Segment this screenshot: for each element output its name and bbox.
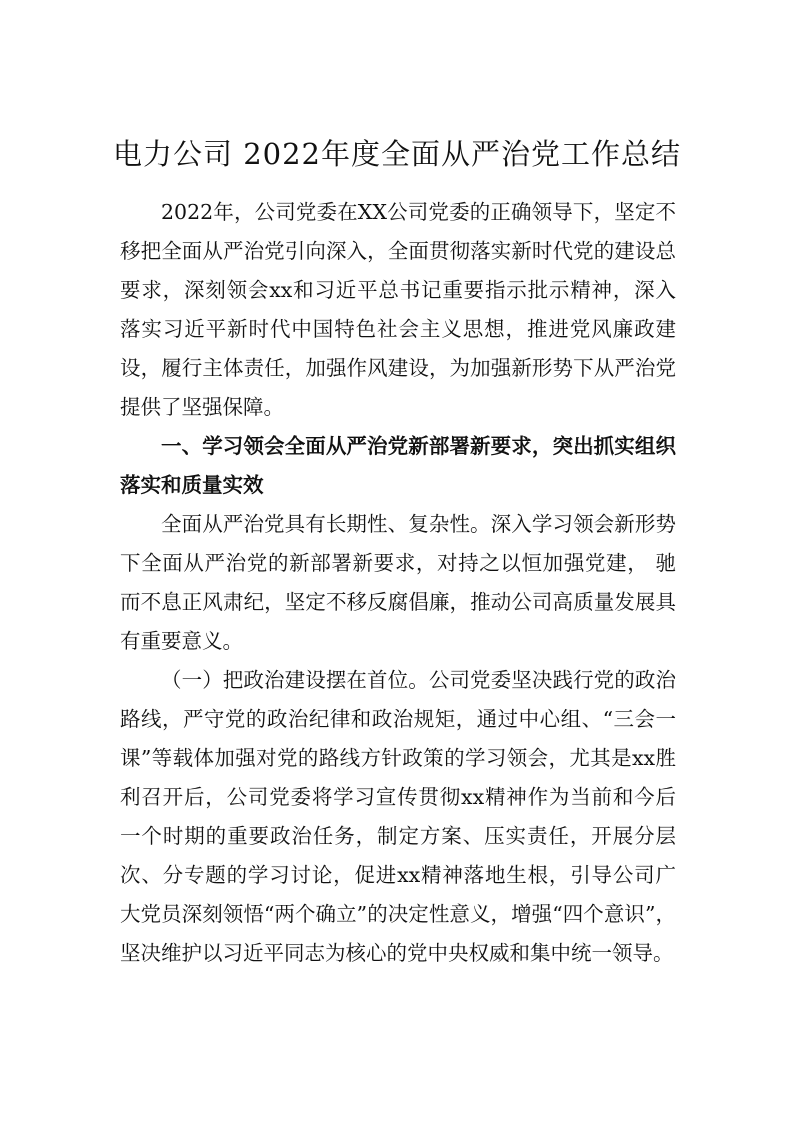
section-heading-1: 一、学习领会全面从严治党新部署新要求，突出抓实组织落实和质量实效 [120,434,676,497]
section-1-item-1-paragraph: （一）把政治建设摆在首位。公司党委坚决践行党的政治路线，严守党的政治纪律和政治规矩，通过中心组、“三会一课”等载体加强对党的路线方针政策的学习领会，尤其是xx胜利召开后，公司党委将学习宣传贯彻xx精神作为当前和今后一个时期的重要政治任务，制定方案、压实责任，开展分层次、分专题的学习讨论，促进xx精神落地生根，引导公司广大党员深刻领悟“两个确立”的决定性意义，增强“四个意识”，坚决维护以习近平同志为核心的党中央权威和集中统一领导。 [120,668,676,965]
intro-paragraph: 2022年，公司党委在XX公司党委的正确领导下，坚定不移把全面从严治党引向深入，全面贯彻落实新时代党的建设总要求，深刻领会xx和习近平总书记重要指示批示精神，深入落实习近平新时代中国特色社会主义思想，推进党风廉政建设，履行主体责任，加强作风建设，为加强新形势下从严治党提供了坚强保障。 [120,200,676,419]
document-title: 电力公司 2022年度全面从严治党工作总结 [112,137,682,171]
document-body [120,193,676,973]
section-1-intro-paragraph: 全面从严治党具有长期性、复杂性。深入学习领会新形势下全面从严治党的新部署新要求，对持之以恒加强党建， 驰而不息正风肃纪，坚定不移反腐倡廉，推动公司高质量发展具有重要意义。 [120,512,676,653]
